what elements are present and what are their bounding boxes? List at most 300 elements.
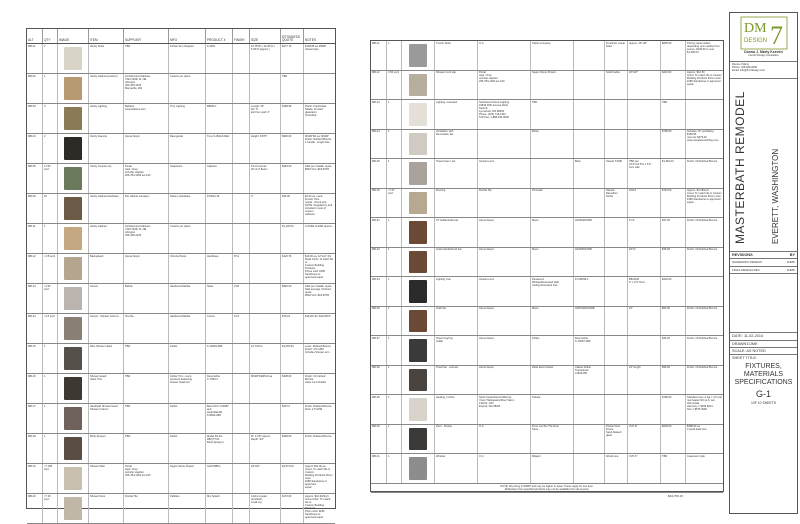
- cell-notes: Includes 10" ventilating $159.95 new via: $279.00 www.nwsalesmeticling.com: [687, 130, 719, 142]
- cell-supplier: Home Depot: [478, 248, 531, 277]
- product-image-icon: [64, 347, 82, 370]
- product-thumbnail: [402, 130, 435, 159]
- cell-product: Model K9-94-2BZ(TT-61 Body Sprayer): [206, 434, 233, 463]
- cell-size: Height: 8.875": [250, 134, 281, 163]
- header-alt: ALT: [27, 29, 43, 43]
- product-thumbnail: [58, 434, 89, 463]
- cell-mfg: Delta Decor Assist: [531, 366, 574, 395]
- sheet-number: G-1: [755, 388, 771, 399]
- cell-finish: [605, 100, 628, 129]
- cell-supplier: Floride Tile: [124, 494, 169, 523]
- cell-item: Rain Shower Head: [89, 344, 124, 373]
- cell-product: K-2661: [206, 44, 233, 73]
- cell-notes: LOOSE CLEAR approx.: [305, 224, 333, 228]
- product-image-icon: [64, 437, 82, 460]
- cell-quote: $498.00: [281, 434, 304, 463]
- cell-notes: Approx $31.00 ea Grout: To match tile in Custom Building Products Prism color #180 Sandstone or approved equal: [305, 464, 333, 489]
- cell-qty: 1: [387, 336, 402, 365]
- cell-mfg: Moen: [531, 218, 574, 247]
- product-image-icon: [64, 137, 82, 160]
- cell-alt: MB-22: [371, 71, 387, 100]
- cell-quote: $53.00: [661, 307, 686, 336]
- cell-quote: $1,093.29: [281, 344, 304, 373]
- cell-mfg: Hardtrood Marble: [169, 284, 206, 313]
- cell-qty: <7 15 sq.ft.: [43, 494, 58, 523]
- pricing-footnote: NOTE: All pricing is MSRP and may be higher or lower. Prices apply for one item. Reflections from specified products may not be available from all sources.: [371, 484, 723, 493]
- cell-quote: $609.00: [661, 425, 686, 454]
- cell-product: Classico: [206, 164, 233, 193]
- cell-qty: 1: [387, 307, 402, 336]
- cell-finish: [233, 164, 250, 193]
- table-row: [371, 218, 723, 248]
- table-row: [27, 254, 335, 284]
- cell-notes: $2.60 ea, need French Tone needs - check size NOTE: Supplied by and included in cost of custom cabinets: [305, 194, 333, 216]
- product-thumbnail: [58, 254, 89, 283]
- cell-supplier: Amazon.com: [478, 159, 531, 188]
- product-image-icon: [409, 280, 427, 303]
- cell-qty: 1: [387, 100, 402, 129]
- cell-mfg: Noble Company: [531, 41, 574, 70]
- revisions-header: [730, 252, 797, 259]
- product-thumbnail: [402, 425, 435, 454]
- cell-finish: [233, 194, 250, 223]
- cell-qty: <7 158 sq.ft.: [43, 464, 58, 493]
- cell-alt: MB-19: [27, 464, 43, 493]
- cell-alt: MB-18: [27, 434, 43, 463]
- table-row: [371, 248, 723, 278]
- revisions-blank: [730, 274, 797, 333]
- cell-qty: 2: [43, 134, 58, 163]
- cell-alt: MB-02: [27, 74, 43, 103]
- cell-alt: MB-41: [371, 454, 387, 483]
- cell-finish: [233, 344, 250, 373]
- cell-quote: $805.00: [661, 41, 686, 70]
- cell-qty: 1: [387, 277, 402, 306]
- product-image-icon: [409, 221, 427, 244]
- product-thumbnail: [402, 454, 435, 483]
- cell-item: Trench Drain: [435, 41, 478, 70]
- left-table-body: [27, 44, 335, 524]
- cell-item: Grab Handle/Grab bar: [435, 248, 478, 277]
- cell-quote: $345.00: [281, 164, 304, 193]
- cell-item: Towel bar - and a/e: [435, 366, 478, 395]
- product-image-icon: [409, 44, 427, 67]
- cell-quote: $188.99: [281, 104, 304, 133]
- cell-alt: MB-03: [27, 104, 43, 133]
- cell-supplier: Home Depot: [478, 218, 531, 247]
- cell-item: TP holder/Grab bar: [435, 218, 478, 247]
- table-row: [371, 336, 723, 366]
- cell-item: Lighting, recessed: [435, 100, 478, 129]
- cell-notes: Approx. $10.00/Sq.ft Grout Color: To match tile or Custom Building Products Prism color #180 Sandstone or approved equal: [305, 494, 331, 519]
- cell-mfg: Troy Lighting: [169, 104, 206, 133]
- cell-size: 18"x18": [250, 464, 281, 493]
- cell-quote: $170.00: [281, 494, 304, 523]
- cell-mfg: Kohler: [169, 404, 206, 433]
- cell-qty: 1: [387, 159, 402, 188]
- cell-size: 6"x1": [628, 218, 661, 247]
- cell-alt: MB-38: [371, 366, 387, 395]
- logo-area: [730, 13, 797, 62]
- total-value: $34,766.15: [667, 493, 683, 498]
- cell-supplier: TBD: [124, 404, 169, 433]
- drawn-cell: DRAWN:DJMK: [730, 341, 797, 348]
- cell-product: [574, 100, 605, 129]
- cell-product: [574, 41, 605, 70]
- cell-supplier: TBD: [124, 434, 169, 463]
- product-image-icon: [64, 287, 82, 310]
- header-size: SIZE: [250, 29, 281, 43]
- cell-product: [574, 71, 605, 100]
- cell-product: FV-08VRL1: [574, 277, 605, 306]
- table-row: [27, 494, 335, 524]
- product-image-icon: [409, 74, 427, 97]
- cell-item: Shower Wall: [89, 464, 124, 493]
- cell-notes: [304, 74, 335, 103]
- product-thumbnail: [58, 104, 89, 133]
- cell-notes: $16.25 Hrs: $16.00TR: [305, 314, 331, 318]
- cell-mfg: [531, 159, 574, 188]
- cell-alt: MB-06: [27, 194, 43, 223]
- cell-quote: $70.44: [281, 314, 304, 343]
- cell-product: LR8724D24ORB: [574, 307, 605, 336]
- cell-quote: $407.5: [281, 404, 304, 433]
- cell-finish: [605, 336, 628, 365]
- cell-product: Bisto: [574, 159, 605, 188]
- cell-mfg: Custom per plans: [169, 224, 206, 253]
- cell-qty: 17.53 sq.ft.: [43, 164, 58, 193]
- cell-item: Shower Head/ Valve Trim: [89, 374, 124, 403]
- cell-quote: $36.00: [661, 336, 686, 365]
- revision-2-label: FINAL DESIGN DEV: [732, 267, 760, 272]
- cell-alt: MB-05: [27, 164, 43, 193]
- cell-product: [574, 395, 605, 424]
- cell-notes: Finish: Oil Rubbed Bronze: [687, 218, 718, 222]
- svg-text:7: 7: [769, 21, 783, 50]
- title-block: [729, 12, 798, 514]
- cell-mfg: Nuheat: [531, 395, 574, 424]
- table-row: [371, 41, 723, 71]
- table-row: [27, 314, 335, 344]
- cell-qty: <7 67 sq.ft.: [387, 189, 402, 218]
- cell-size: 18"x1": [628, 248, 661, 277]
- sheet-title-label: SHEET TITLE:: [732, 356, 757, 361]
- cell-alt: MB-14: [27, 314, 43, 343]
- cell-mfg: Kohler/ Ann Sequoia: [169, 44, 206, 73]
- cell-mfg: From Lumber The Door Store: [531, 425, 574, 454]
- product-image-icon: [409, 339, 427, 362]
- cell-quote: TBD: [661, 454, 686, 483]
- cell-notes: $19.30 ea, 12"x12" (for Road Color: 11 stitch tile or Custom Building Products Prices color #180 Sandstone or approved equal: [305, 254, 334, 279]
- cell-item: Backsplash: [89, 254, 124, 283]
- header-product: PRODUCT #: [206, 29, 233, 43]
- table-row: [371, 395, 723, 425]
- cell-size: 12.7/16"w: [250, 344, 281, 373]
- cell-notes: Pricing varies widely depending upon quality from source. $145.00 to over $1,396.00: [687, 41, 720, 54]
- product-image-icon: [64, 317, 82, 340]
- header-quote: ESTIMATED QUOTE: [281, 29, 304, 43]
- cell-item: Grab bar: [435, 307, 478, 336]
- cell-mfg: Broan: [531, 130, 574, 159]
- table-row: [27, 374, 335, 404]
- cell-qty: 1: [387, 41, 402, 70]
- cell-mfg: TBD: [531, 100, 574, 129]
- product-thumbnail: [402, 41, 435, 70]
- cell-notes: Standard mat +1 Ea = 4.5 mat mat heater=40 sq ft, w/o thermostat Harmony = $395 $213 Non = $575 /$3/ft: [687, 395, 722, 411]
- header-qty: QTY: [43, 29, 58, 43]
- cell-supplier: Home Depot: [478, 366, 531, 395]
- cell-mfg: Nottery Hardware: [169, 194, 206, 223]
- cell-product: PGR12-19: [206, 194, 233, 223]
- cell-quote: TBD: [661, 100, 686, 129]
- cell-item: Vanity Faucets: [89, 134, 124, 163]
- product-image-icon: [64, 197, 82, 220]
- cell-qty: 1: [387, 218, 402, 247]
- cell-notes: Finish: Oil Rubbed Bronze: [687, 159, 718, 163]
- cell-alt: MB-23: [371, 100, 387, 129]
- cell-qty: 16: [43, 194, 58, 223]
- cell-size: W: 3 7/8" approx. Depth: 3/4": [250, 434, 281, 463]
- cell-item: Heating, In-floor: [435, 395, 478, 424]
- cell-qty: 1: [387, 248, 402, 277]
- cell-product: Creme: [206, 314, 233, 343]
- table-row: [27, 464, 335, 494]
- cell-notes: Finish: Rubbed Bronze Flow: 2.5 GPM: [305, 404, 332, 411]
- project-title-area: [730, 79, 797, 252]
- cell-finish: [605, 248, 628, 277]
- cell-finish: 2'x8': [233, 284, 250, 313]
- right-spec-table: [370, 40, 724, 498]
- cell-product: B9831C: [206, 104, 233, 133]
- cell-quote: $1,381.00: [661, 159, 686, 188]
- cell-alt: MB-15: [27, 344, 43, 373]
- cell-item: Vanity Lighting: [89, 104, 124, 133]
- cell-alt: MB-32: [371, 248, 387, 277]
- table-row: [371, 307, 723, 337]
- header-supplier: SUPPLIER: [124, 29, 169, 43]
- cell-product: [206, 74, 233, 103]
- revisions-by-label: BY: [789, 253, 795, 257]
- cell-supplier: [478, 130, 531, 159]
- product-thumbnail: [402, 248, 435, 277]
- cell-finish: [233, 74, 250, 103]
- cell-finish: Stevart T2/DP: [605, 159, 628, 188]
- cell-notes: Lever, Rubbed Bronze Finish: 2.5 GPM Includes Shower arm: [305, 344, 331, 354]
- svg-text:DM: DM: [743, 21, 767, 36]
- cell-supplier: O.C.: [478, 41, 531, 70]
- cell-quote: TBD: [281, 74, 304, 103]
- product-image-icon: [409, 133, 427, 156]
- table-row: [371, 277, 723, 307]
- product-thumbnail: [58, 464, 89, 493]
- sheet-title: FIXTURES, MATERIALS SPECIFICATIONS: [734, 362, 793, 386]
- cell-supplier: North Coast Electric/Warmly Yours Tile/Heaters/Floor Warm 1316 E. 12th Everett, WA 98201: [478, 395, 531, 424]
- cell-notes: Finish: Oil Rubbed Bronze: [687, 366, 718, 369]
- cell-finish: [233, 434, 250, 463]
- left-spec-table: [26, 28, 336, 519]
- cell-quote: $218.00: [661, 277, 686, 306]
- revision-row-1: [730, 259, 797, 266]
- cell-product: [574, 454, 605, 483]
- table-row: [371, 100, 723, 130]
- product-image-icon: [64, 107, 82, 130]
- product-thumbnail: [402, 71, 435, 100]
- product-image-icon: [64, 377, 82, 400]
- cell-finish: [605, 277, 628, 306]
- cell-product: Hardtrase: [206, 254, 233, 283]
- cell-finish: 4'x4': [233, 314, 250, 343]
- revision-row-2: [730, 267, 797, 274]
- cell-qty: 4 56 sq.ft.: [387, 71, 402, 100]
- cell-mfg: Kohler: [169, 344, 206, 373]
- cell-quote: $1,140.00: [281, 224, 304, 253]
- cell-item: Lighting, Fan: [435, 277, 478, 306]
- cell-supplier: TBD: [124, 374, 169, 403]
- cell-qty: 1: [43, 404, 58, 433]
- cell-alt: MB-25: [371, 159, 387, 188]
- cell-product: Silver: [206, 284, 233, 313]
- cell-quote: $35.00: [661, 248, 686, 277]
- cell-size: [250, 74, 281, 103]
- cell-finish: Solid Fazda: [605, 71, 628, 100]
- cell-alt: MB-16: [27, 374, 43, 403]
- firm-contact: Donna J Marty Phone: 425-000-0000 Email: info@dm7design.com: [730, 62, 797, 79]
- cell-finish: Pocket Door Frame Sand-blasted glass: [605, 425, 628, 454]
- cell-quote: $36.00: [281, 194, 304, 223]
- cell-finish: [605, 307, 628, 336]
- cell-item: Towel tower / set: [435, 159, 478, 188]
- cell-size: 4": [250, 194, 281, 223]
- cell-notes: Slab per installer quote $522/ Hrs: $18.00TR: [305, 164, 332, 171]
- cell-quote: $277.70: [281, 44, 304, 73]
- cell-alt: MB-26: [371, 189, 387, 218]
- project-location: EVERETT, WASHINGTON: [771, 148, 780, 244]
- left-table-header: [27, 29, 335, 44]
- cell-size: [628, 100, 661, 129]
- cell-notes: [686, 100, 723, 129]
- table-row: [371, 130, 723, 160]
- cell-item: Door - Pocket: [435, 425, 478, 454]
- product-image-icon: [409, 162, 427, 185]
- cell-quote: $996.00: [281, 134, 304, 163]
- product-image-icon: [409, 103, 427, 126]
- cell-mfg: Ravngcode: [169, 134, 206, 163]
- cell-quote: $410.00: [661, 71, 686, 100]
- cell-notes: $138.85 ea MSRP Vessel style: [305, 44, 327, 51]
- cell-notes: $388.00 ea 2 week lead time: [687, 425, 707, 431]
- cell-alt: MB-37: [371, 336, 387, 365]
- cell-alt: MB-12: [27, 254, 43, 283]
- cell-supplier: Home Depot: [478, 307, 531, 336]
- product-thumbnail: [402, 159, 435, 188]
- cell-qty: 1: [43, 224, 58, 253]
- cell-supplier: Portal Appl. Oney Jennifer Hayden 206-784-1000 ext 240: [124, 164, 169, 193]
- cell-item: Vanity Cabinet (custom): [89, 74, 124, 103]
- product-thumbnail: [402, 395, 435, 424]
- cell-mfg: Soapstone: [169, 164, 206, 193]
- header-item: ITEM: [89, 29, 124, 43]
- cell-notes: Slab per installer quote Slab average roll fixed quote $522/ Hrs: $18.00TR: [305, 284, 332, 297]
- cell-alt: MB-36: [371, 307, 387, 336]
- cell-item: Accent: [89, 284, 124, 313]
- product-thumbnail: [402, 277, 435, 306]
- cell-size: [250, 224, 281, 253]
- cell-finish: [233, 374, 250, 403]
- cell-size: 16.75"W x 16.25"H x 5.25"H (approx.): [250, 44, 281, 73]
- cell-qty: 3: [43, 104, 58, 133]
- cell-alt: MB-21: [371, 41, 387, 70]
- scale-cell: SCALE: AS NOTED: [730, 348, 797, 355]
- cell-notes: MSRP $0 ea; MSRP Finish: Rubbed Bronze 1 handle - single hole: [305, 134, 332, 144]
- table-row: [27, 74, 335, 104]
- cell-mfg: Milgard: [531, 454, 574, 483]
- cell-finish: [233, 134, 250, 163]
- cell-alt: MB-01: [27, 44, 43, 73]
- cell-supplier: Via Ola: [124, 314, 169, 343]
- cell-quote: $126.76: [281, 254, 304, 283]
- cell-supplier: Northwest Fixture Lighting 19819 30th Avenue West Suite B Lynnwood, WA 98036 Phone: (425) 744-1320 Toll Free: 1-888-240-0000: [478, 100, 531, 129]
- product-thumbnail: [58, 44, 89, 73]
- header-notes: NOTES: [305, 38, 316, 43]
- table-row: [27, 104, 335, 134]
- cell-finish: [233, 464, 250, 493]
- cell-alt: MB-11: [27, 224, 43, 253]
- cell-size: BB-DFM 6" x 6.5" Duct: [628, 277, 661, 306]
- cell-product: Bancroft K-72368? and HydroRail-R1 K-8902-2BZ: [206, 404, 233, 433]
- cell-finish: 8"x1: [233, 254, 250, 283]
- product-image-icon: [64, 407, 82, 430]
- product-image-icon: [409, 457, 427, 480]
- cell-quote: $4,573.00: [281, 464, 304, 493]
- product-thumbnail: [402, 218, 435, 247]
- table-row: [27, 284, 335, 314]
- cell-qty: 1: [43, 74, 58, 103]
- table-row: [27, 404, 335, 434]
- product-image-icon: [409, 192, 427, 215]
- cell-mfg: Segno Stone Project: [169, 464, 206, 493]
- cell-size: 24": [628, 307, 661, 336]
- cell-item: Ventilation with illumination fan: [435, 130, 478, 159]
- product-image-icon: [64, 467, 82, 490]
- cell-qty: 1: [43, 374, 58, 403]
- cell-supplier: Home Depot: [124, 254, 169, 283]
- cell-quote: $734.00: [661, 189, 686, 218]
- cell-notes: Casement style: [687, 454, 705, 458]
- cell-alt: MB-13: [27, 284, 43, 313]
- table-row: [27, 164, 335, 194]
- header-finish: FINISH: [233, 29, 250, 43]
- table-row: [27, 434, 335, 464]
- cell-notes: Finish: Oil Rubbed Bronze: [687, 307, 718, 310]
- cell-mfg: Pebbles: [169, 494, 206, 523]
- cell-mfg: Custom per plans: [169, 74, 206, 103]
- cell-qty: 1: [387, 425, 402, 454]
- table-row: [371, 71, 723, 101]
- cell-quote: $96.00: [661, 366, 686, 395]
- product-thumbnail: [58, 344, 89, 373]
- cell-qty: <1 8 sq.ft.: [43, 314, 58, 343]
- product-thumbnail: [402, 100, 435, 129]
- cell-finish: [605, 130, 628, 159]
- cell-alt: MB-17: [27, 404, 43, 433]
- cell-finish: Natural Ramsdom Slv/ite: [605, 189, 628, 218]
- cell-supplier: O.C.: [478, 454, 531, 483]
- product-image-icon: [64, 257, 82, 280]
- cell-product: G22/T9B5u: [206, 464, 233, 493]
- product-image-icon: [64, 497, 82, 520]
- product-image-icon: [409, 428, 427, 451]
- cell-notes: Finish: Oil Rubbed Bronze: [687, 336, 718, 340]
